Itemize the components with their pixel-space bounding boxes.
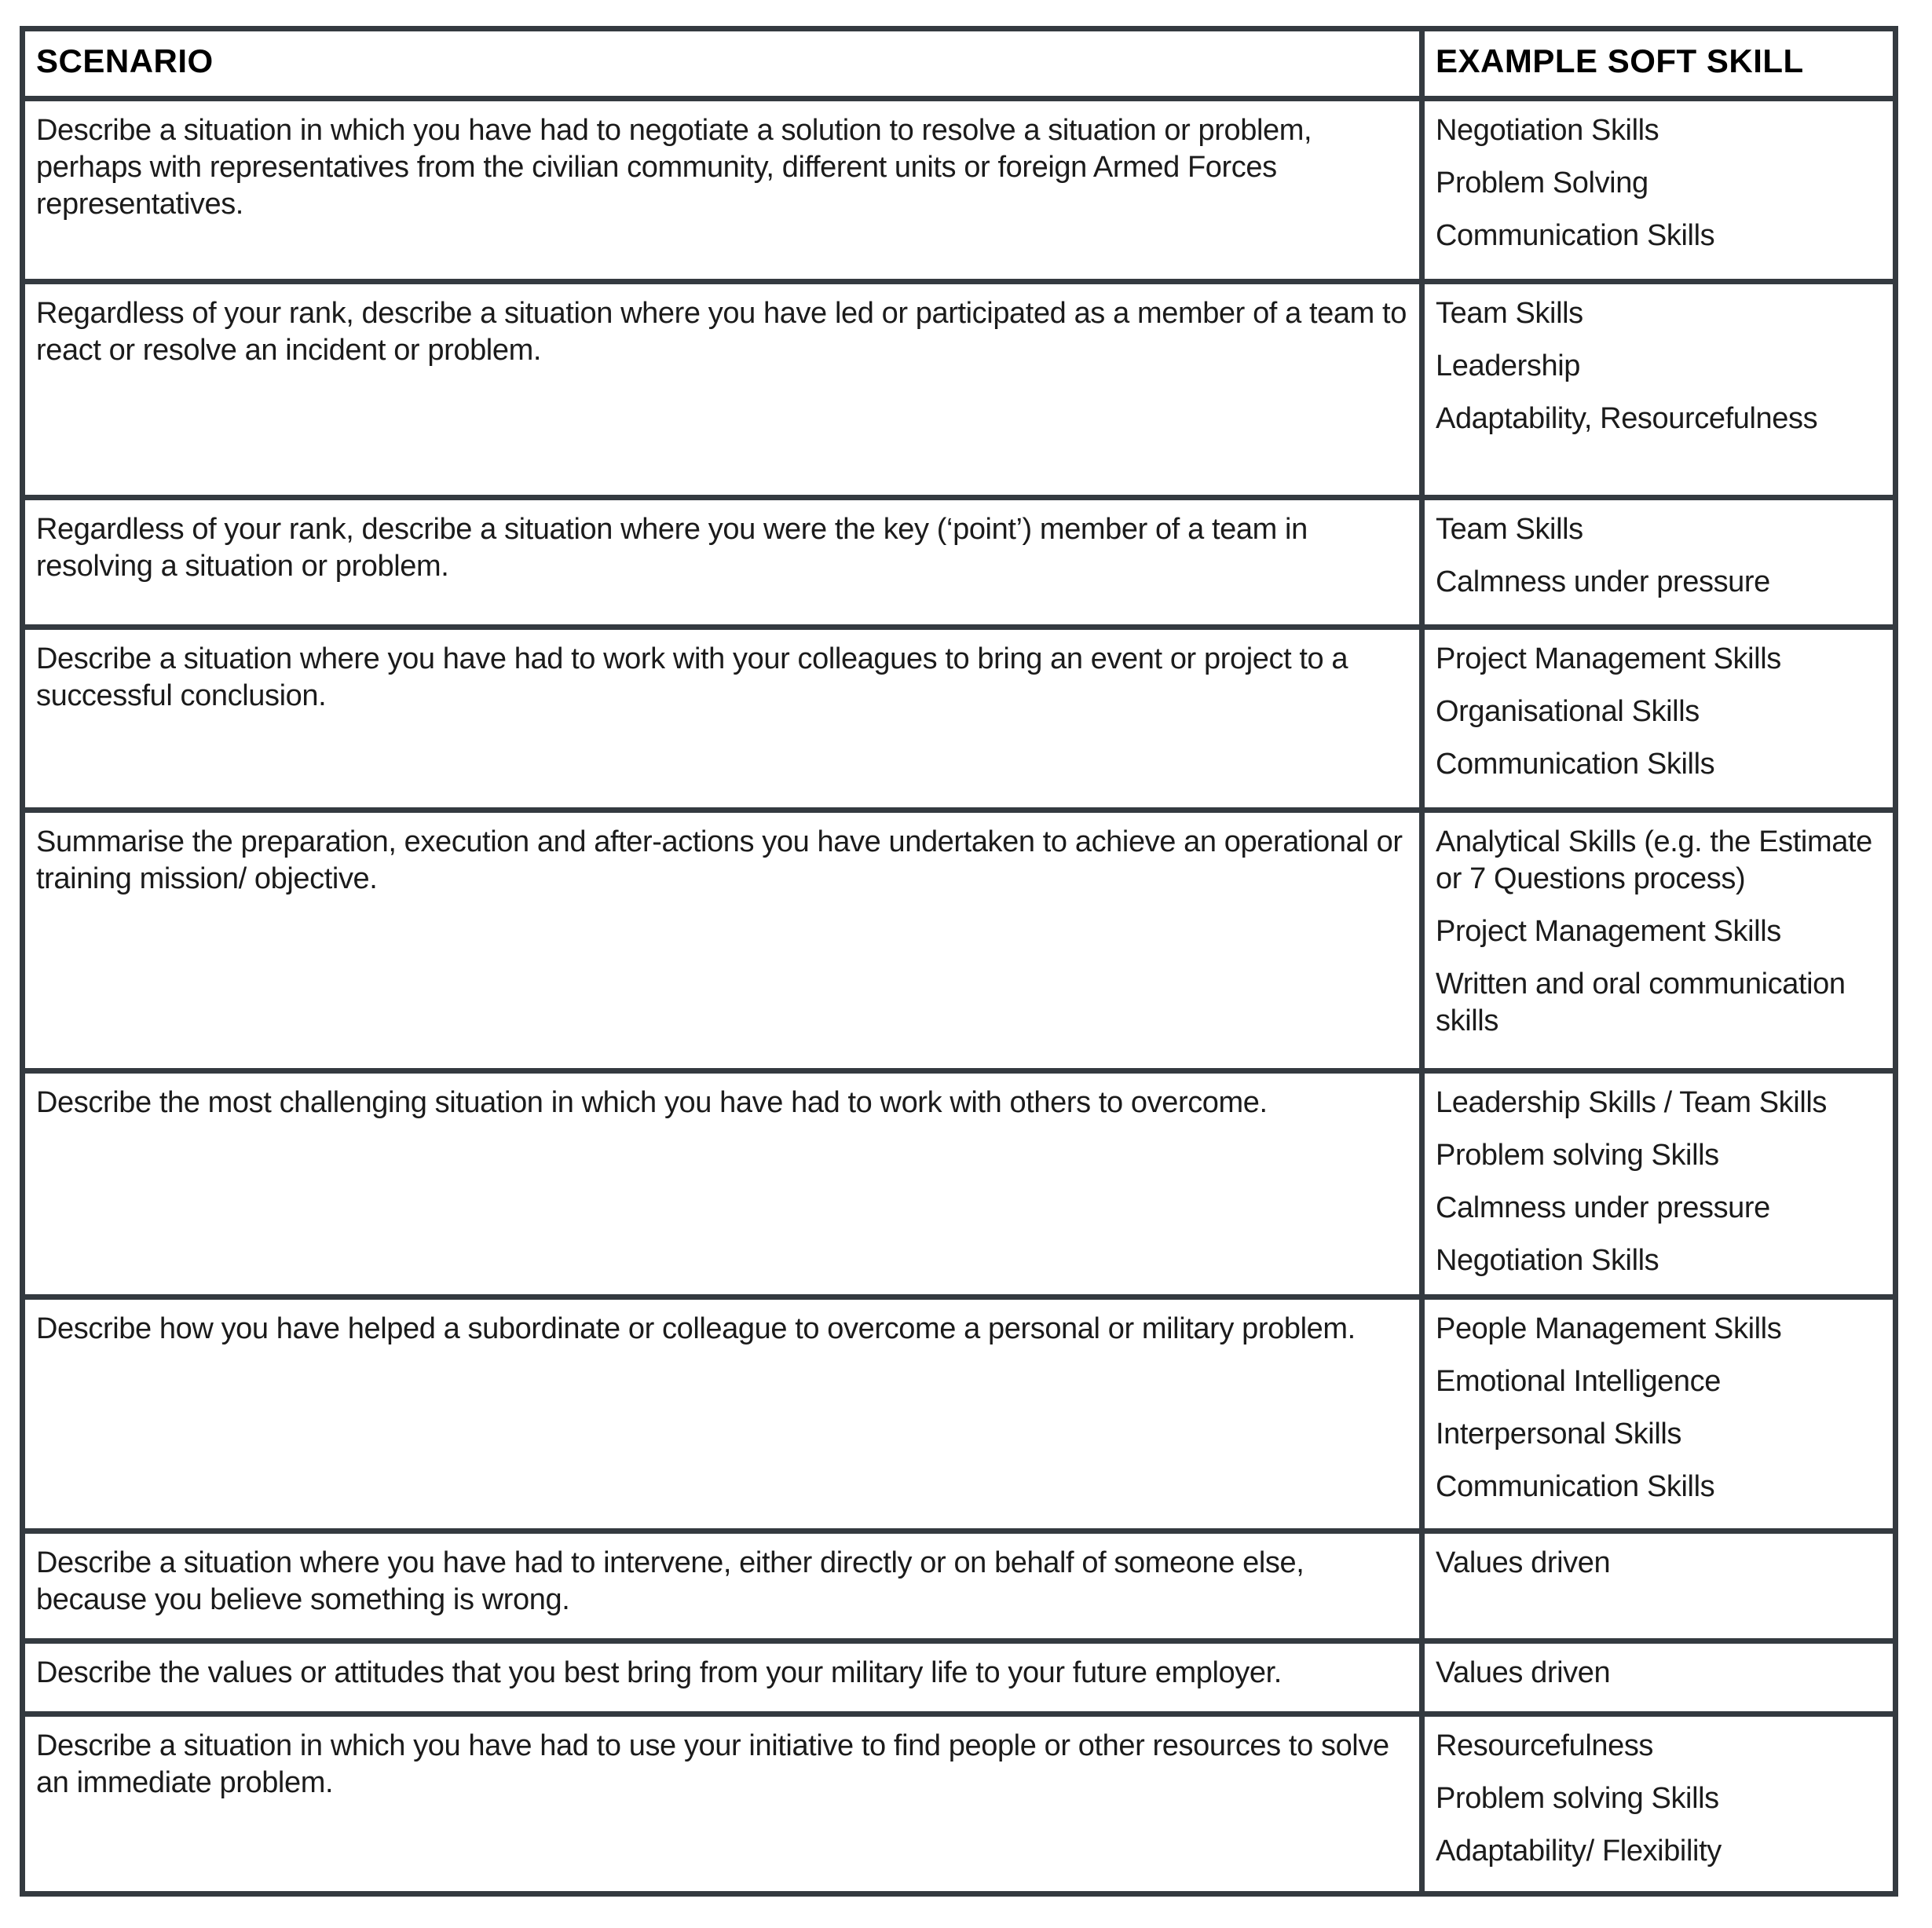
skills-cell: [1422, 810, 1896, 1071]
scenario-cell: [23, 1531, 1422, 1641]
skills-cell: [1422, 1714, 1896, 1894]
scenario-cell: [23, 498, 1422, 627]
scenario-text: Describe how you have helped a subordinate or colleague to overcome a personal or military problem.: [36, 1312, 1356, 1345]
skill-text: Interpersonal Skills: [1436, 1418, 1682, 1451]
scenario-cell: [23, 1714, 1422, 1894]
header-scenario: SCENARIO: [23, 29, 1422, 99]
skill-text: Adaptability, Resourcefulness: [1436, 402, 1818, 435]
skill-text: Project Management Skills: [1436, 915, 1781, 948]
table-row: [23, 282, 1896, 498]
skill-text: Values driven: [1436, 1656, 1611, 1689]
skill-text: Emotional Intelligence: [1436, 1365, 1721, 1398]
skill-text: Problem Solving: [1436, 166, 1648, 199]
scenario-cell: [23, 810, 1422, 1071]
table-row: [23, 1297, 1896, 1531]
skills-cell: [1422, 1071, 1896, 1297]
table-row: [23, 627, 1896, 810]
soft-skills-table: [20, 26, 1898, 1897]
skill-text: Communication Skills: [1436, 748, 1715, 781]
skills-cell: [1422, 1641, 1896, 1714]
skill-text: Organisational Skills: [1436, 695, 1700, 728]
skills-cell: [1422, 627, 1896, 810]
skill-text: Adaptability/ Flexibility: [1436, 1835, 1722, 1868]
skills-cell: [1422, 1531, 1896, 1641]
skill-text: Problem solving Skills: [1436, 1782, 1719, 1815]
skill-text: Team Skills: [1436, 297, 1583, 330]
skill-text: Resourcefulness: [1436, 1729, 1654, 1762]
table-row: [23, 1071, 1896, 1297]
header-example-soft-skill: EXAMPLE SOFT SKILL: [1422, 29, 1896, 99]
scenario-text: Describe a situation where you have had to work with your colleagues to bring an event or project to a successful conclusion.: [36, 642, 1348, 712]
scenario-text: Describe the most challenging situation in which you have had to work with others to overcome.: [36, 1086, 1268, 1119]
skills-cell: [1422, 1297, 1896, 1531]
skill-text: Leadership: [1436, 349, 1581, 382]
skill-text: Communication Skills: [1436, 219, 1715, 252]
scenario-cell: [23, 1641, 1422, 1714]
table-row: [23, 810, 1896, 1071]
table-row: [23, 1531, 1896, 1641]
skill-text: Leadership Skills / Team Skills: [1436, 1086, 1828, 1119]
skill-text: Calmness under pressure: [1436, 565, 1770, 598]
scenario-cell: [23, 99, 1422, 282]
scenario-cell: [23, 1071, 1422, 1297]
scenario-text: Summarise the preparation, execution and after-actions you have undertaken to achieve an operational or training mission/ objective.: [36, 825, 1403, 895]
skill-text: Calmness under pressure: [1436, 1191, 1770, 1224]
skills-cell: [1422, 99, 1896, 282]
skill-text: Project Management Skills: [1436, 642, 1781, 675]
skill-text: Negotiation Skills: [1436, 1244, 1659, 1277]
skills-cell: [1422, 498, 1896, 627]
skill-text: Written and oral communication skills: [1436, 968, 1846, 1037]
skill-text: People Management Skills: [1436, 1312, 1782, 1345]
scenario-cell: [23, 1297, 1422, 1531]
skill-text: Team Skills: [1436, 513, 1583, 546]
scenario-text: Describe a situation in which you have had to negotiate a solution to resolve a situation or problem, perhaps with representatives from the civilian community, different units or foreign Armed Forces representatives.: [36, 114, 1312, 221]
table-row: [23, 1641, 1896, 1714]
scenario-cell: [23, 627, 1422, 810]
table-row: [23, 498, 1896, 627]
scenario-text: Describe the values or attitudes that you best bring from your military life to your future employer.: [36, 1656, 1282, 1689]
scenario-text: Describe a situation where you have had to intervene, either directly or on behalf of someone else, because you believe something is wrong.: [36, 1546, 1304, 1616]
header-row: [23, 29, 1896, 99]
skill-text: Values driven: [1436, 1546, 1611, 1579]
skill-text: Negotiation Skills: [1436, 114, 1659, 147]
scenario-cell: [23, 282, 1422, 498]
table-row: [23, 1714, 1896, 1894]
scenario-text: Regardless of your rank, describe a situation where you have led or participated as a member of a team to react or resolve an incident or problem.: [36, 297, 1407, 367]
scenario-text: Describe a situation in which you have had to use your initiative to find people or other resources to solve an immediate problem.: [36, 1729, 1389, 1799]
skill-text: Problem solving Skills: [1436, 1139, 1719, 1172]
skill-text: Analytical Skills (e.g. the Estimate or 7 Questions process): [1436, 825, 1872, 895]
scenario-text: Regardless of your rank, describe a situation where you were the key (‘point’) member of a team in resolving a situation or problem.: [36, 513, 1308, 583]
skill-text: Communication Skills: [1436, 1470, 1715, 1503]
skills-cell: [1422, 282, 1896, 498]
table-body: [23, 99, 1896, 1894]
table-row: [23, 99, 1896, 282]
